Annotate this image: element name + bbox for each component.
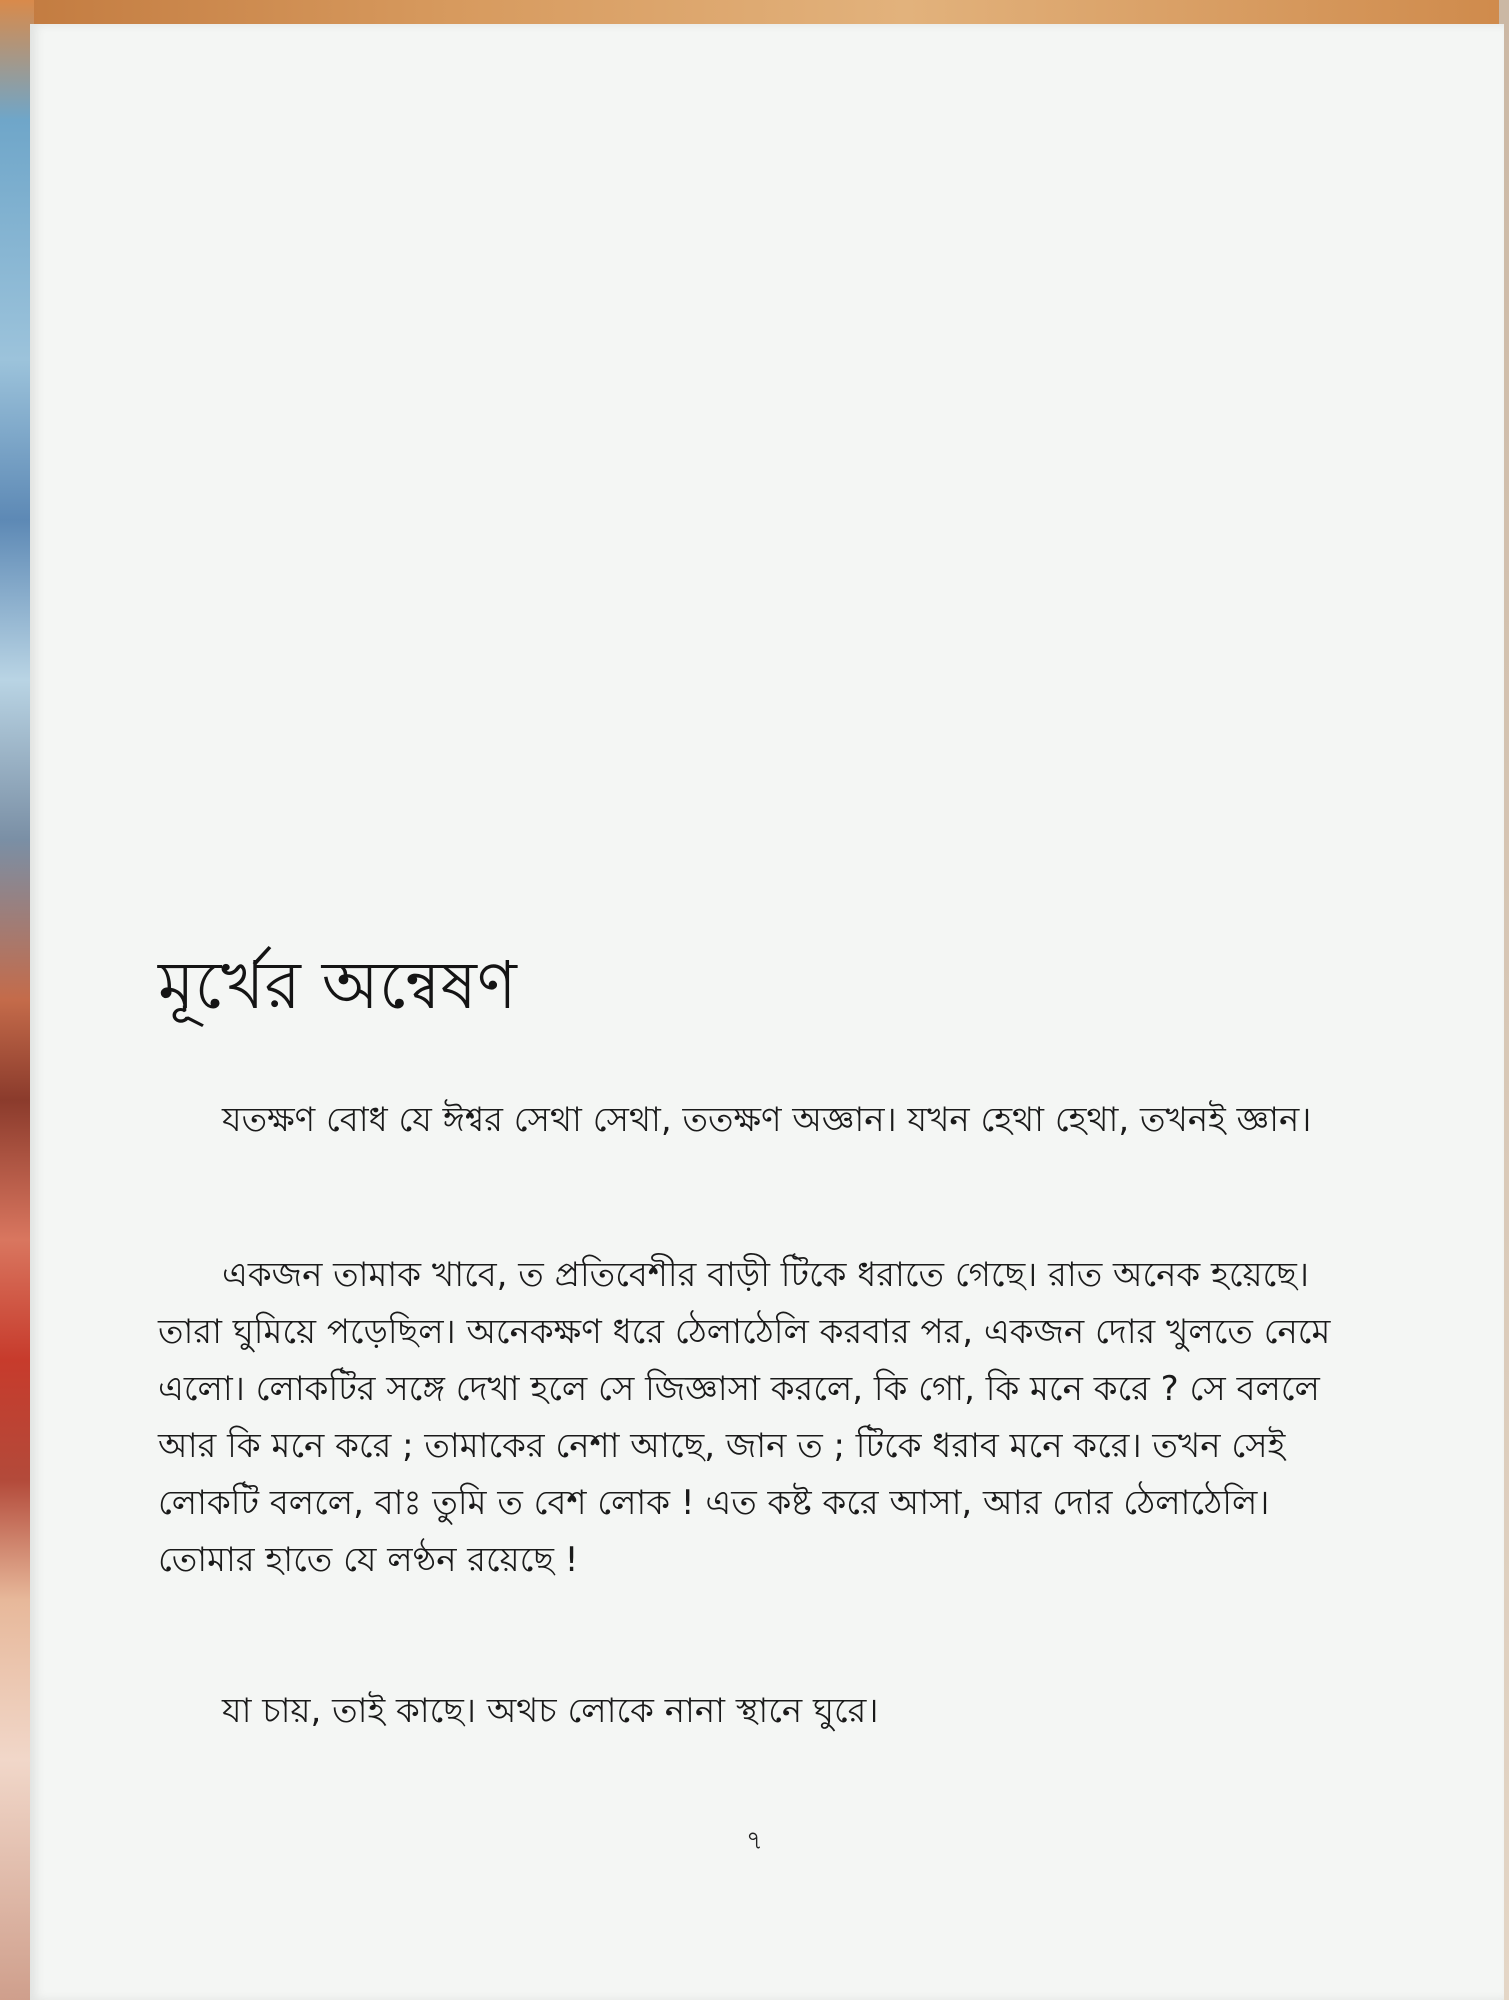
paragraph-1: যতক্ষণ বোধ যে ঈশ্বর সেথা সেথা, ততক্ষণ অজ্ঞান। যখন হেথা হেথা, তখনই জ্ঞান।	[222, 1100, 1312, 1140]
page-number: ৭	[746, 1826, 763, 1856]
chapter-title: মূর্খের অন্বেষণ	[158, 947, 517, 1024]
paragraph-2: একজন তামাক খাবে, ত প্রতিবেশীর বাড়ী টিকে ধরাতে গেছে। রাত অনেক হয়েছে। তারা ঘুমিয়ে পড়েছিল। অনেকক্ষণ ধরে ঠেলাঠেলি করবার পর, একজন দোর খুলতে নেমে এলো। লোকটির সঙ্গে দেখা হলে সে জিজ্ঞাসা করলে, কি গো, কি মনে করে ? সে বললে আর কি মনে করে ; তামাকের নেশা আছে, জান ত ; টিকে ধরাব মনে করে। তখন সেই লোকটি বললে, বাঃ তুমি ত বেশ লোক ! এত কষ্ট করে আসা, আর দোর ঠেলাঠেলি। তোমার হাতে যে লণ্ঠন রয়েছে !	[158, 1255, 1331, 1580]
book-left-edge	[0, 0, 34, 2000]
paragraph-3: যা চায়, তাই কাছে। অথচ লোকে নানা স্থানে ঘুরে।	[222, 1691, 879, 1731]
